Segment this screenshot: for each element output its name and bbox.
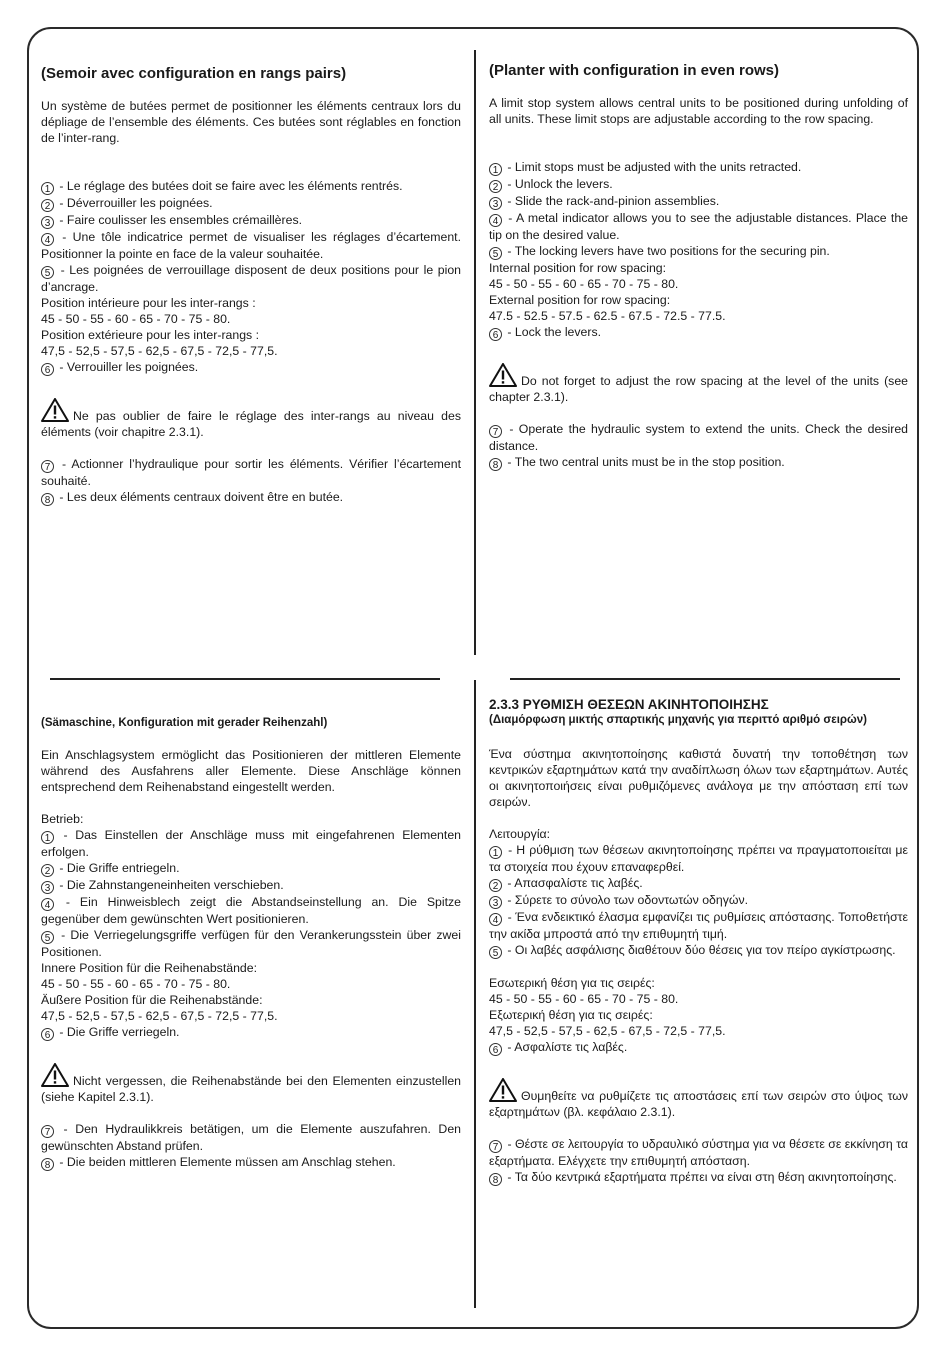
step-number-1: 1 — [489, 846, 502, 859]
greek-step-3: 3 - Σύρετε το σύνολο των οδοντωτών οδηγών. — [489, 892, 908, 909]
greek-title: (Διαμόρφωση μικτής σπαρτικής μηχανής για περιττό αριθμό σειρών) — [489, 714, 867, 726]
step-number-1: 1 — [489, 163, 502, 176]
warning-icon — [41, 398, 69, 422]
column-divider-top — [474, 50, 476, 655]
german-step-2: 2 - Die Griffe entriegeln. — [41, 860, 461, 877]
french-title: (Semoir avec configuration en rangs pairs) — [41, 65, 347, 82]
step-number-3: 3 — [41, 881, 54, 894]
german-section — [41, 715, 461, 1171]
english-step-3: 3 - Slide the rack-and-pinion assemblies. — [489, 193, 908, 210]
english-warning: Do not forget to adjust the row spacing at the level of the units (see chapter 2.3.1). — [489, 363, 908, 405]
step-number-4: 4 — [489, 214, 502, 227]
german-step-5: 5 - Die Verriegelungsgriffe verfügen für den Verankerungsstein über zwei Positionen. — [41, 928, 461, 959]
greek-outer-label: Εξωτερική θέση για τις σειρές: — [489, 1008, 653, 1022]
english-inner-values: 45 - 50 - 55 - 60 - 65 - 70 - 75 - 80. — [489, 277, 679, 291]
german-outer-label: Äußere Position für die Reihenabstände: — [41, 993, 263, 1007]
greek-section-heading: 2.3.3 ΡΥΘΜΙΣΗ ΘΕΣΕΩΝ ΑΚΙΝΗΤΟΠΟΙΗΣΗΣ — [489, 697, 769, 712]
greek-warning: Θυμηθείτε να ρυθμίζετε τις αποστάσεις επί των σειρών στο ύψος των εξαρτημάτων (βλ. κεφάλαιο 2.3.1). — [489, 1078, 908, 1120]
english-step-5: 5 - The locking levers have two positions for the securing pin. — [489, 243, 908, 260]
german-step-3: 3 - Die Zahnstangeneinheiten verschieben. — [41, 877, 461, 894]
french-step-1: 1 - Le réglage des butées doit se faire avec les éléments rentrés. — [41, 178, 461, 195]
greek-inner-values: 45 - 50 - 55 - 60 - 65 - 70 - 75 - 80. — [489, 992, 679, 1006]
row-divider-right — [510, 678, 900, 680]
german-step-6: 6 - Die Griffe verriegeln. — [41, 1024, 461, 1041]
french-outer-values: 47,5 - 52,5 - 57,5 - 62,5 - 67,5 - 72,5 - 77,5. — [41, 344, 278, 358]
step-number-4: 4 — [41, 233, 54, 246]
greek-section — [489, 697, 908, 1186]
english-outer-label: External position for row spacing: — [489, 293, 671, 307]
step-number-3: 3 — [489, 896, 502, 909]
greek-outer-values: 47,5 - 52,5 - 57,5 - 62,5 - 67,5 - 72,5 - 77,5. — [489, 1024, 726, 1038]
french-step-5: 5 - Les poignées de verrouillage disposent de deux positions pour le pion d’ancrage. — [41, 263, 461, 294]
english-step-4: 4 - A metal indicator allows you to see the adjustable distances. Place the tip on the desired value. — [489, 211, 908, 242]
greek-inner-label: Εσωτερική θέση για τις σειρές: — [489, 976, 655, 990]
french-warning: Ne pas oublier de faire le réglage des inter-rangs au niveau des éléments (voir chapitre 2.3.1). — [41, 398, 461, 440]
step-number-8: 8 — [489, 1173, 502, 1186]
greek-step-1: 1 - Η ρύθμιση των θέσεων ακινητοποίησης πρέπει να πραγματοποιείται με τα στοιχεία που έχουν επαναφερθεί. — [489, 843, 908, 874]
german-step-7: 7 - Den Hydraulikkreis betätigen, um die Elemente auszufahren. Den gewünschten Abstand prüfen. — [41, 1122, 461, 1153]
german-warning: Nicht vergessen, die Reihenabstände bei den Elementen einzustellen (siehe Kapitel 2.3.1). — [41, 1063, 461, 1105]
greek-step-8: 8 - Τα δύο κεντρικά εξαρτήματα πρέπει να είναι στη θέση ακινητοποίησης. — [489, 1169, 908, 1186]
french-outer-label: Position extérieure pour les inter-rangs : — [41, 328, 260, 342]
warning-icon — [41, 1063, 69, 1087]
german-operation-label: Betrieb: — [41, 812, 84, 826]
step-number-1: 1 — [41, 831, 54, 844]
french-step-7: 7 - Actionner l’hydraulique pour sortir les éléments. Vérifier l’écartement souhaité. — [41, 457, 461, 488]
english-section — [489, 62, 908, 471]
step-number-8: 8 — [489, 458, 502, 471]
french-intro: Un système de butées permet de positionner les éléments centraux lors du dépliage de l’ensemble des éléments. Ces butées sont réglables en fonction de l’inter-rang. — [41, 99, 461, 145]
step-number-6: 6 — [41, 1028, 54, 1041]
english-title: (Planter with configuration in even rows) — [489, 62, 780, 79]
english-step-6: 6 - Lock the levers. — [489, 324, 908, 341]
step-number-3: 3 — [41, 216, 54, 229]
german-step-1: 1 - Das Einstellen der Anschläge muss mit eingefahrenen Elementen erfolgen. — [41, 828, 461, 859]
step-number-4: 4 — [41, 898, 54, 911]
french-section — [41, 65, 461, 506]
english-step-2: 2 - Unlock the levers. — [489, 176, 908, 193]
greek-step-6: 6 - Ασφαλίστε τις λαβές. — [489, 1039, 908, 1056]
step-number-2: 2 — [489, 879, 502, 892]
warning-icon — [489, 363, 517, 387]
step-number-6: 6 — [489, 328, 502, 341]
german-outer-values: 47,5 - 52,5 - 57,5 - 62,5 - 67,5 - 72,5 - 77,5. — [41, 1009, 278, 1023]
french-inner-values: 45 - 50 - 55 - 60 - 65 - 70 - 75 - 80. — [41, 312, 231, 326]
english-step-7: 7 - Operate the hydraulic system to extend the units. Check the desired distance. — [489, 422, 908, 453]
step-number-3: 3 — [489, 197, 502, 210]
step-number-5: 5 — [41, 931, 54, 944]
french-inner-label: Position intérieure pour les inter-rangs : — [41, 296, 256, 310]
greek-step-2: 2 - Απασφαλίστε τις λαβές. — [489, 875, 908, 892]
step-number-7: 7 — [41, 460, 54, 473]
greek-step-4: 4 - Ένα ενδεικτικό έλασμα εμφανίζει τις ρυθμίσεις απόστασης. Τοποθετήστε την ακίδα μπροστά από την επιθυμητή τιμή. — [489, 910, 908, 941]
german-title: (Sämaschine, Konfiguration mit gerader Reihenzahl) — [41, 717, 328, 729]
german-inner-label: Innere Position für die Reihenabstände: — [41, 961, 258, 975]
warning-icon — [489, 1078, 517, 1102]
greek-step-7: 7 - Θέστε σε λειτουργία το υδραυλικό σύστημα για να θέσετε σε εκκίνηση τα εξαρτήματα. Ελέγχετε την επιθυμητή απόσταση. — [489, 1137, 908, 1168]
french-step-2: 2 - Déverrouiller les poignées. — [41, 195, 461, 212]
step-number-6: 6 — [489, 1043, 502, 1056]
step-number-2: 2 — [41, 864, 54, 877]
step-number-5: 5 — [41, 266, 54, 279]
english-step-8: 8 - The two central units must be in the stop position. — [489, 454, 908, 471]
german-step-8: 8 - Die beiden mittleren Elemente müssen am Anschlag stehen. — [41, 1154, 461, 1171]
german-intro: Ein Anschlagsystem ermöglicht das Positionieren der mittleren Elemente während des Ausfahrens aller Elemente. Diese Anschläge können entsprechend dem Reihenabstand eingestellt werden. — [41, 748, 461, 794]
english-outer-values: 47.5 - 52.5 - 57.5 - 62.5 - 67.5 - 72.5 - 77.5. — [489, 309, 726, 323]
german-inner-values: 45 - 50 - 55 - 60 - 65 - 70 - 75 - 80. — [41, 977, 231, 991]
step-number-8: 8 — [41, 493, 54, 506]
step-number-5: 5 — [489, 946, 502, 959]
step-number-2: 2 — [41, 199, 54, 212]
greek-intro: Ένα σύστημα ακινητοποίησης καθιστά δυνατή την τοποθέτηση των κεντρικών εξαρτημάτων κατά την αναδίπλωση όλων των εξαρτημάτων. Αυτές οι ακινητοποιήσεις είναι ρυθμιζόμενες ανάλογα με την απόσταση επί των σειρών. — [489, 747, 908, 809]
english-inner-label: Internal position for row spacing: — [489, 261, 667, 275]
step-number-6: 6 — [41, 363, 54, 376]
row-divider-left — [50, 678, 440, 680]
english-intro: A limit stop system allows central units to be positioned during unfolding of all units. These limit stops are adjustable according to the row spacing. — [489, 96, 908, 126]
greek-step-5: 5 - Οι λαβές ασφάλισης διαθέτουν δύο θέσεις για τον πείρο αγκίστρωσης. — [489, 942, 908, 959]
step-number-1: 1 — [41, 182, 54, 195]
french-step-4: 4 - Une tôle indicatrice permet de visualiser les réglages d’écartement. Positionner la pointe en face de la valeur souhaitée. — [41, 230, 461, 261]
french-step-6: 6 - Verrouiller les poignées. — [41, 359, 461, 376]
step-number-2: 2 — [489, 180, 502, 193]
english-step-1: 1 - Limit stops must be adjusted with the units retracted. — [489, 159, 908, 176]
step-number-8: 8 — [41, 1158, 54, 1171]
step-number-7: 7 — [41, 1125, 54, 1138]
column-divider-bottom — [474, 680, 476, 1308]
german-step-4: 4 - Ein Hinweisblech zeigt die Abstandseinstellung an. Die Spitze gegenüber dem gewünschten Wert positionieren. — [41, 895, 461, 926]
step-number-7: 7 — [489, 1140, 502, 1153]
step-number-4: 4 — [489, 913, 502, 926]
french-step-3: 3 - Faire coulisser les ensembles crémaillères. — [41, 212, 461, 229]
step-number-5: 5 — [489, 247, 502, 260]
french-step-8: 8 - Les deux éléments centraux doivent être en butée. — [41, 489, 461, 506]
greek-operation-label: Λειτουργία: — [489, 827, 551, 841]
step-number-7: 7 — [489, 425, 502, 438]
